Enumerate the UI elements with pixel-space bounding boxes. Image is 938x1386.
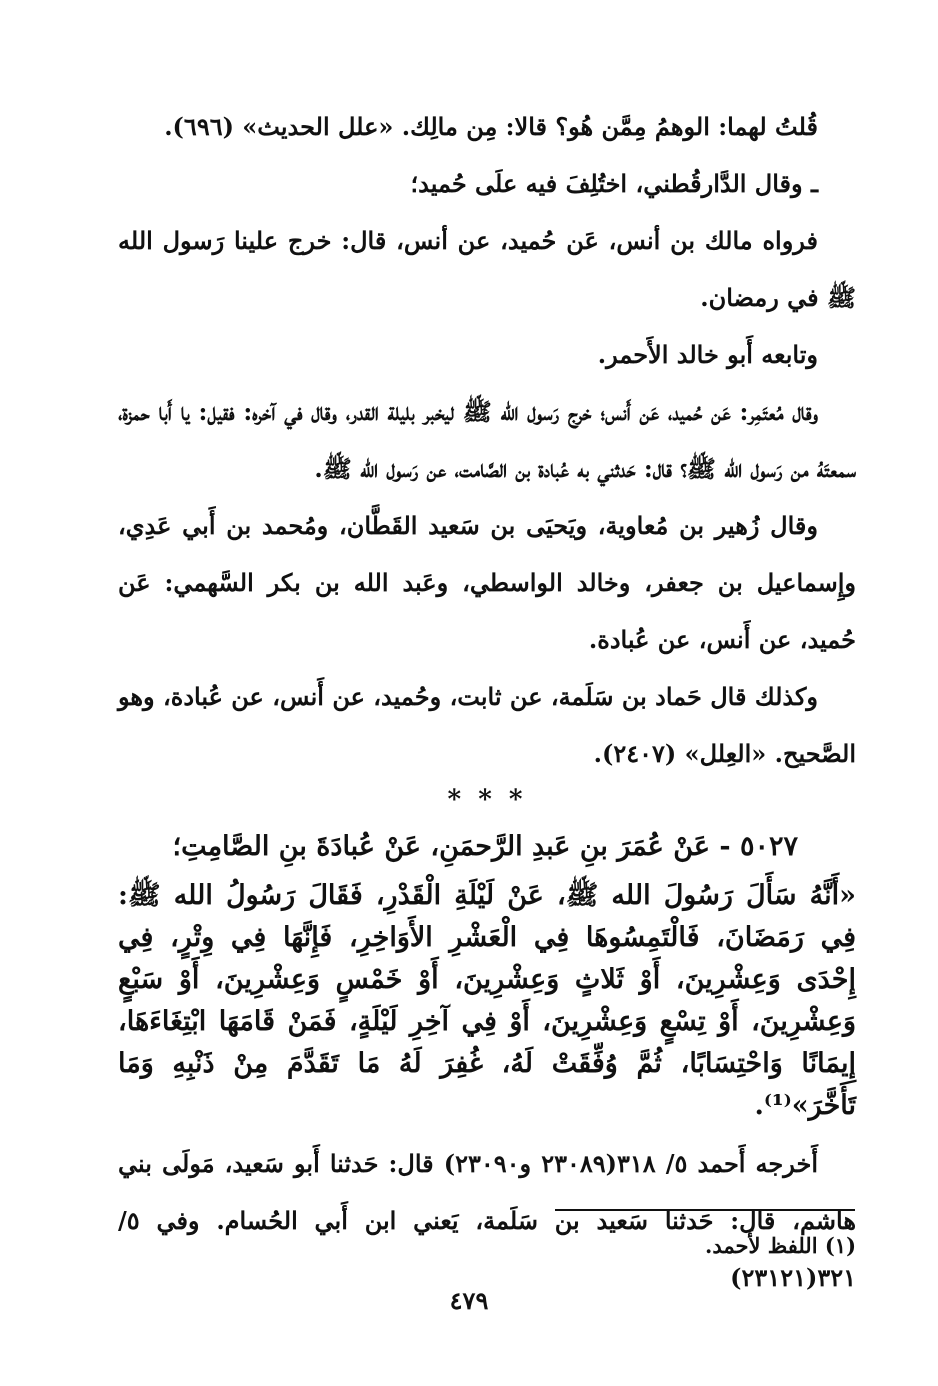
footnote: (١) اللفظ لأَحمد. — [705, 1233, 856, 1258]
paragraph-quote-ilal-hadith: قُلتُ لهما: الوهمُ مِمَّن هُو؟ قالا: مِن مالِك. «علل الحديث» (٦٩٦). — [164, 112, 818, 141]
hadith-text: «أَنَّهُ سَأَلَ رَسُولَ الله ﷺ، عَنْ لَيْلَةِ الْقَدْرِ، فَقَالَ رَسُولُ الله ﷺ: فِي رَمَضَانَ، فَالْتَمِسُوهَا فِي الْعَشْرِ الأَوَاخِرِ، فَإِنَّهَا فِي وِتْرٍ، فِي إِحْدَى وَعِشْرِينَ، أَوْ ثَلاثٍ وَعِشْرِينَ، أَوْ خَمْسٍ وَعِشْرِينَ، أَوْ سَبْعٍ وَعِشْرِينَ، أَوْ تِسْعٍ وَعِشْرِينَ، أَوْ فِي آخِرِ لَيْلَةٍ، فَمَنْ قَامَهَا ابْتِغَاءَهَا، إِيمَانًا وَاحْتِسَابًا، ثُمَّ وُفِّقَتْ لَهُ، غُفِرَ لَهُ مَا تَقَدَّمَ مِنْ ذَنْبِهِ وَمَا تَأَخَّرَ»⁽¹⁾. — [118, 880, 856, 1121]
hadith-heading: ٥٠٢٧ - عَنْ عُمَرَ بنِ عَبدِ الرَّحمَنِ، عَنْ عُبادَةَ بنِ الصَّامِتِ؛ — [172, 831, 798, 862]
page-number: ٤٧٩ — [449, 1286, 489, 1315]
paragraph-zuhair: وقال زُهير بن مُعاوية، ويَحيَى بن سَعيد القَطَّان، ومُحمد بن أَبي عَدِي، وإِسماعيل بن جعفر، وخالد الواسطي، وعَبد الله بن بكر السَّهمي: عَن حُميد، عن أَنس، عن عُبادة. — [118, 511, 856, 654]
paragraph-hammad: وكذلك قال حَماد بن سَلَمة، عن ثابت، وحُميد، عن أَنس، عن عُبادة، وهو الصَّحيح. «العِلل» (٢٤٠٧). — [118, 682, 856, 768]
paragraph-malik-narration: فرواه مالك بن أنس، عَن حُميد، عن أنس، قال: خرج علينا رَسول الله ﷺ في رمضان. — [118, 226, 856, 312]
main-text-block — [118, 98, 856, 1306]
footnote-divider — [555, 1209, 855, 1211]
paragraph-mutamir: وقال مُعتَمِر: عَن حُميد، عَن أَنس؛ خرج رَسول الله ﷺ ليخبر بليلة القدر، وقال في آخره: فقيل: يا أَبا حمزة، سمعتَهُ من رَسول الله ﷺ؟ قال: حَدثني به عُبادة بن الصَّامت، عن رَسول الله ﷺ. — [118, 397, 856, 483]
paragraph-daraqutni: ـ وقال الدَّارقُطني، اختُلِفَ فيه علَى حُميد؛ — [410, 169, 818, 198]
paragraph-takhrij: أَخرجه أَحمد ٥/ ٣١٨(٢٣٠٨٩ و٢٣٠٩٠) قال: حَدثنا أَبو سَعيد، مَولَى بني هاشم، قال: حَدثنا سَعيد بن سَلَمة، يَعني ابن أَبي الحُسام. وفي ٥/ ٣٢١(٢٣١٢١) — [118, 1149, 856, 1292]
paragraph-abu-khalid: وتابعه أَبو خالد الأَحمر. — [597, 340, 818, 369]
section-separator: * * * — [447, 785, 527, 815]
